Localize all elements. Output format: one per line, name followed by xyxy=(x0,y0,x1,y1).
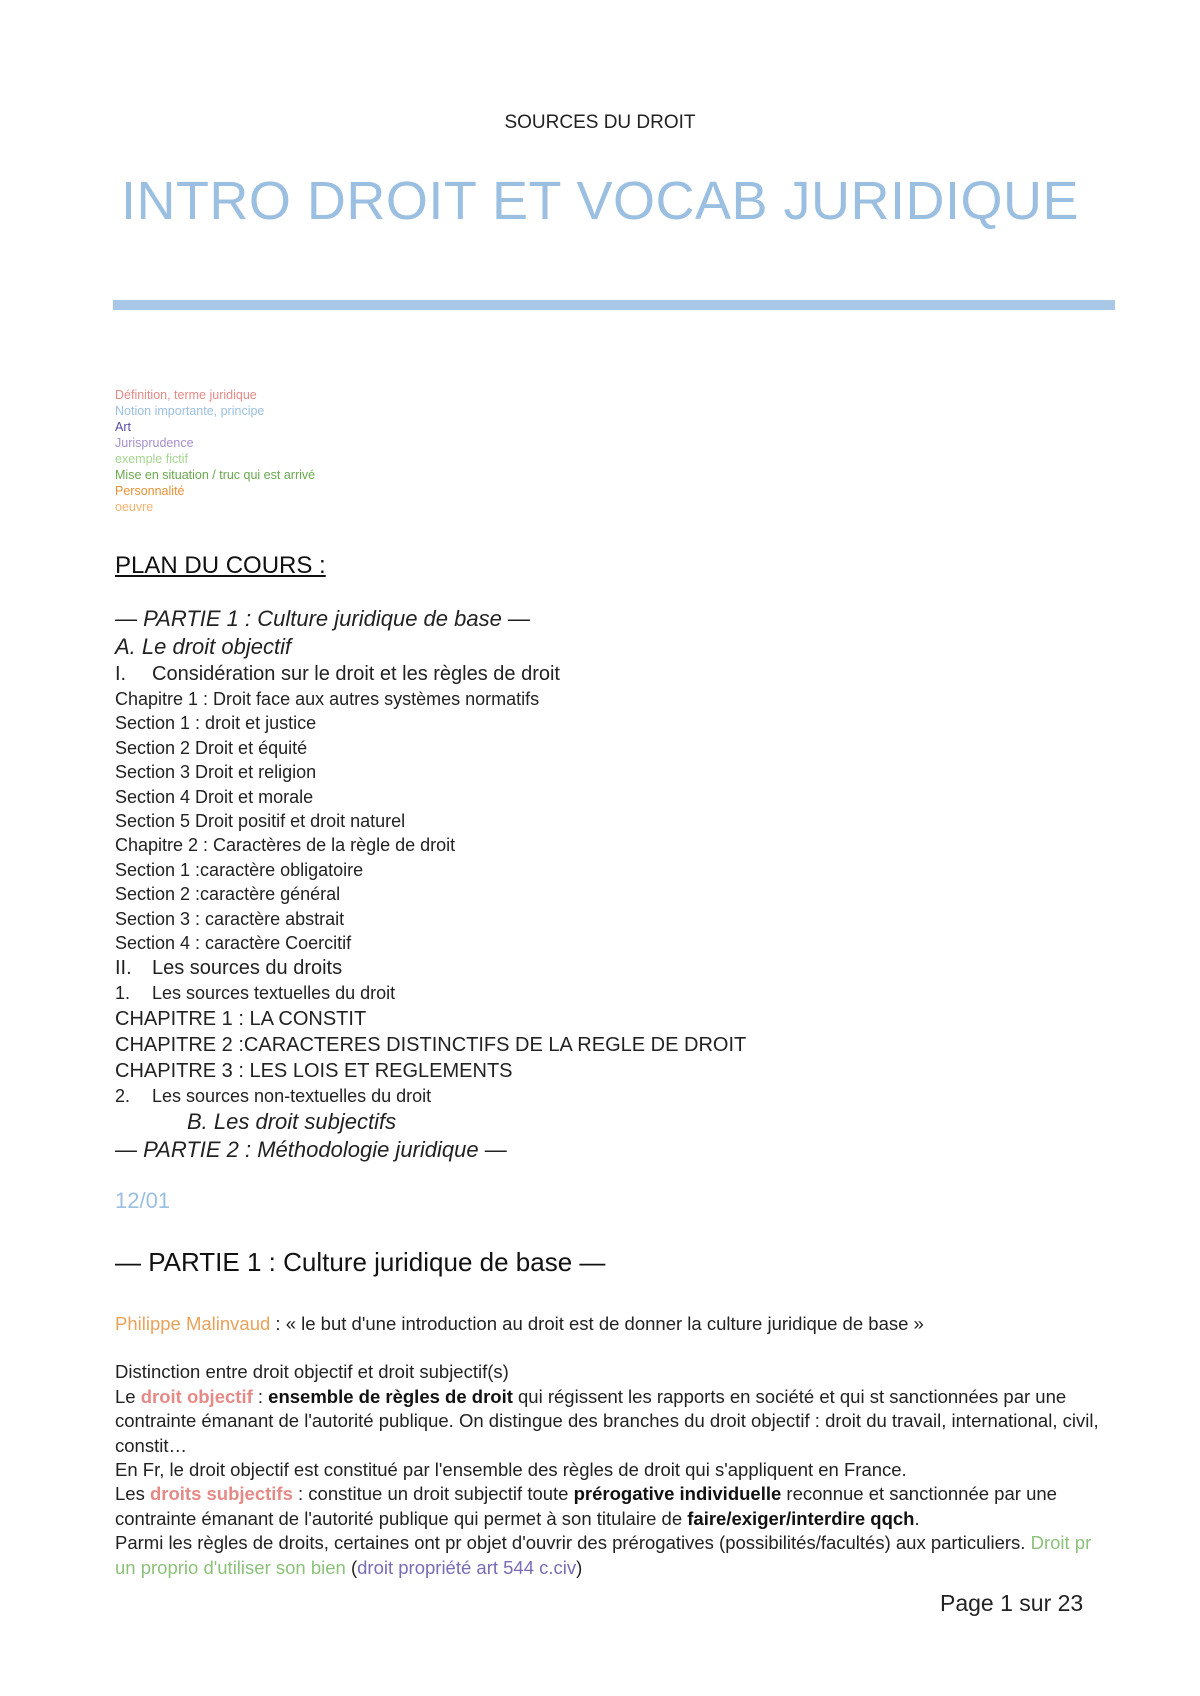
plan-subheading-text: Les sources textuelles du droit xyxy=(152,983,396,1004)
body-text xyxy=(115,1312,1115,1580)
plan-section: Section 4 Droit et morale xyxy=(115,786,314,807)
paragraph: Les droits subjectifs : constitue un droit subjectif toute prérogative individuelle reconnue et sanctionnée par une contrainte émanant de l'autorité publique qui permet à son titulaire de faire/exiger/interdire qqch. xyxy=(115,1483,1057,1529)
plan-chapter: Chapitre 1 : Droit face aux autres systèmes normatifs xyxy=(115,689,540,709)
example-text: Droit pr un proprio d'utiliser son bien xyxy=(115,1532,1092,1578)
plan-title: PLAN DU COURS : xyxy=(115,552,326,579)
plan-marker: II. xyxy=(115,957,132,980)
plan-section-b: B. Les droit subjectifs xyxy=(187,1109,397,1135)
legend-item-notion: Notion importante, principe xyxy=(115,404,265,418)
legend-item-personnalite: Personnalité xyxy=(115,484,185,498)
plan-marker: I. xyxy=(115,663,127,685)
part-heading: — PARTIE 1 : Culture juridique de base — xyxy=(115,1247,606,1277)
plan-section: Section 1 : droit et justice xyxy=(115,713,317,734)
legend-item-exemple: exemple fictif xyxy=(115,452,188,466)
plan-section-a: A. Le droit objectif xyxy=(115,634,292,659)
plan-chapter: CHAPITRE 3 : LES LOIS ET REGLEMENTS xyxy=(115,1059,513,1082)
legend-item-jurisprudence: Jurisprudence xyxy=(115,436,194,450)
page-number: Page 1 sur 23 xyxy=(940,1590,1084,1616)
plan-subheading-1 xyxy=(115,981,1115,1005)
plan-section: Section 1 :caractère obligatoire xyxy=(115,859,364,880)
paragraph: En Fr, le droit objectif est constitué par l'ensemble des règles de droit qui s'appliquent en France. xyxy=(115,1459,907,1481)
plan-marker: 2. xyxy=(115,1085,131,1106)
plan-section: Section 3 Droit et religion xyxy=(115,762,317,783)
plan-chapter: Chapitre 2 : Caractères de la règle de droit xyxy=(115,835,456,856)
paragraph: Parmi les règles de droits, certaines ont pr objet d'ouvrir des prérogatives (possibilités/facultés) aux particuliers. Droit pr un proprio d'utiliser son bien (droit propriété art 544 c.civ) xyxy=(115,1532,1092,1578)
plan-heading-text: Les sources du droits xyxy=(152,957,343,980)
plan-subheading-text: Les sources non-textuelles du droit xyxy=(152,1085,432,1106)
quote-text: : « le but d'une introduction au droit est de donner la culture juridique de base » xyxy=(270,1313,924,1334)
title-divider xyxy=(113,300,1115,310)
plan-section: Section 5 Droit positif et droit naturel xyxy=(115,810,406,831)
legend-item-definition: Définition, terme juridique xyxy=(115,388,257,402)
paragraph: Distinction entre droit objectif et droit subjectif(s) xyxy=(115,1361,509,1383)
plan-chapter: CHAPITRE 2 :CARACTERES DISTINCTIFS DE LA REGLE DE DROIT xyxy=(115,1033,747,1056)
plan-part-2: — PARTIE 2 : Méthodologie juridique — xyxy=(115,1137,507,1163)
course-plan xyxy=(115,605,1115,1164)
plan-section: Section 2 Droit et équité xyxy=(115,737,308,758)
plan-section: Section 4 : caractère Coercitif xyxy=(115,932,352,953)
article-reference: droit propriété art 544 c.civ xyxy=(357,1556,577,1578)
legend-item-art: Art xyxy=(115,420,131,434)
personality-name: Philippe Malinvaud xyxy=(115,1313,271,1334)
plan-heading-1 xyxy=(115,661,1115,687)
bold-text: ensemble de règles de droit xyxy=(268,1385,513,1407)
plan-section: Section 2 :caractère général xyxy=(115,884,341,905)
plan-section: Section 3 : caractère abstrait xyxy=(115,908,345,929)
plan-subheading-2 xyxy=(115,1084,1115,1108)
definition-term: droit objectif xyxy=(140,1385,253,1407)
bold-text: prérogative individuelle xyxy=(573,1483,782,1505)
plan-chapter: CHAPITRE 1 : LA CONSTIT xyxy=(115,1007,367,1030)
paragraph: Le droit objectif : ensemble de règles de droit qui régissent les rapports en société et qui st sanctionnées par une contrainte émanant de l'autorité publique. On distingue des branches du droit objectif : droit du travail, international, civil, constit… xyxy=(115,1385,1099,1456)
definition-term: droits subjectifs xyxy=(149,1483,293,1505)
color-legend xyxy=(115,387,315,515)
plan-marker: 1. xyxy=(115,983,131,1004)
legend-item-oeuvre: oeuvre xyxy=(115,500,154,514)
document-title: INTRO DROIT ET VOCAB JURIDIQUE xyxy=(120,171,1080,231)
document-header: SOURCES DU DROIT xyxy=(504,112,696,133)
quote-paragraph xyxy=(115,1312,1115,1336)
plan-heading-2 xyxy=(115,955,1115,981)
lecture-date: 12/01 xyxy=(115,1188,171,1213)
plan-part-1: — PARTIE 1 : Culture juridique de base — xyxy=(115,606,530,631)
legend-item-situation: Mise en situation / truc qui est arrivé xyxy=(115,468,316,482)
bold-text: faire/exiger/interdire qqch xyxy=(687,1507,915,1529)
plan-heading-text: Considération sur le droit et les règles de droit xyxy=(152,663,560,685)
